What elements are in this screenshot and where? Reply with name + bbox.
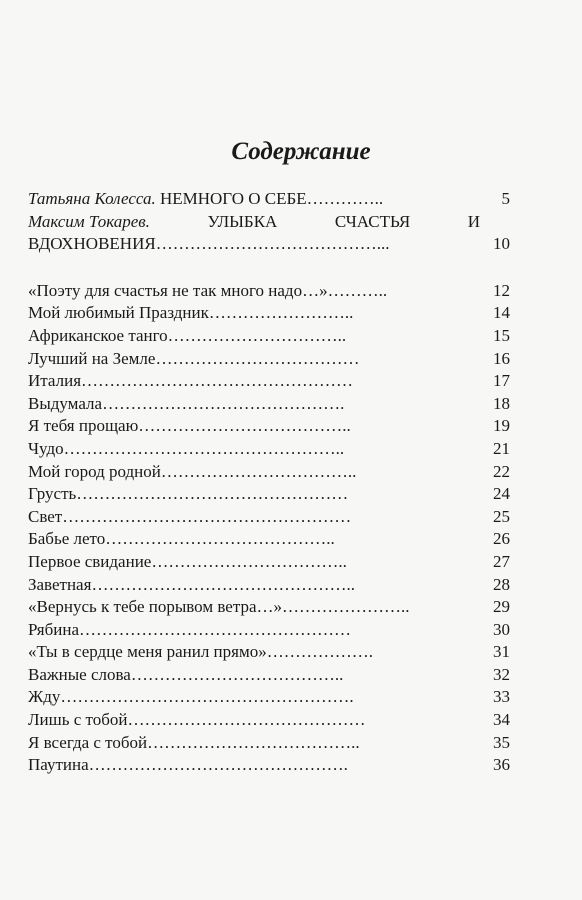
toc-entry [28,619,510,642]
toc-entry-title-cont [28,233,389,256]
toc-entry-title [28,188,383,211]
toc-entry-word: И [467,211,480,231]
toc-page-number: 25 [493,506,510,526]
toc-entry [28,596,510,619]
toc-leader-dots: …………………………………... [155,234,390,254]
toc-page-number: 16 [493,348,510,368]
toc-entry-text: «Вернусь к тебе порывом ветра…» [28,597,283,617]
toc-entry-title [28,438,344,461]
toc-page-number: 30 [493,619,510,639]
toc-leader-dots: ………………. [266,642,373,662]
toc-page-number: 31 [493,642,510,662]
toc-entry-text: Грусть [28,484,77,504]
toc-page-number: 15 [493,325,510,345]
toc-leader-dots: ………………………………………. [88,755,348,775]
toc-entry-text: Паутина [28,755,89,775]
toc-entry-text: НЕМНОГО О СЕБЕ [159,189,307,208]
toc-entry [28,370,510,393]
toc-entry [28,483,510,506]
toc-entry-title [28,370,353,393]
toc-page-number: 10 [493,234,510,254]
toc-leader-dots: ……………………………… [155,348,360,368]
toc-entry [28,732,510,755]
toc-leader-dots: ……………………………….. [147,732,360,752]
toc-entry-author: Максим Токарев. [28,211,150,231]
toc-page-number: 29 [493,597,510,617]
toc-page-number: 34 [493,710,510,730]
toc-page-number: 28 [493,574,510,594]
toc-entry [28,393,510,416]
toc-entry-title [28,506,351,529]
toc-leader-dots: …………………………….. [160,461,357,481]
toc-entry [28,348,510,371]
toc-page-number: 24 [493,484,510,504]
section-spacer [28,256,510,280]
toc-entry-text: Италия [28,371,82,391]
toc-entry-author: Татьяна Колесса. [28,189,156,208]
toc-leader-dots: ……………………………………………. [60,687,354,707]
toc-entry-text: Мой любимый Праздник [28,303,209,323]
toc-entry [28,754,510,777]
toc-leader-dots: ……………………………….. [138,416,351,436]
toc-entry [28,188,510,211]
toc-entry-text: Мой город родной [28,461,161,481]
toc-leader-dots: ………….. [306,189,384,208]
toc-entry-text: «Поэту для счастья не так много надо…» [28,280,328,300]
toc-page-number: 21 [493,438,510,458]
toc-entry-title [28,483,348,506]
toc-page-number: 17 [493,371,510,391]
toc-leader-dots: ……………………………….. [130,664,344,684]
toc-leader-dots: ………………………….. [167,325,347,345]
toc-entry-text: Бабье лето [28,529,106,549]
toc-entry-title [28,461,356,484]
toc-entry [28,211,510,234]
toc-entry-text: Лишь с тобой [28,710,128,730]
toc-page-number: 27 [493,551,510,571]
toc-entry-title [28,664,343,687]
toc-entries-list [28,280,510,777]
toc-entry-title [28,393,344,416]
toc-entry-text: Я тебя прощаю [28,416,139,436]
toc-entry-continued [28,233,510,256]
toc-entry-title [28,302,353,325]
toc-page-number: 35 [493,732,510,752]
toc-leader-dots: …………………………………… [127,710,366,730]
toc-page-number: 12 [493,280,510,300]
toc-leader-dots: ………………………………………… [81,371,354,391]
toc-entry [28,506,510,529]
toc-leader-dots: ………………….. [282,597,410,617]
toc-entry-text: Рябина [28,619,80,639]
toc-entry [28,461,510,484]
toc-entry-title [28,528,335,551]
toc-leader-dots: ……………………………………….. [91,574,355,594]
toc-entry-text: Чудо [28,438,64,458]
toc-entry-title [28,732,360,755]
toc-entry-title [28,574,355,597]
toc-leader-dots: ………………………………….. [105,529,335,549]
toc-page-number: 36 [493,755,510,775]
toc-entry [28,574,510,597]
toc-entry-title [28,596,410,619]
toc-entry-text: ВДОХНОВЕНИЯ [28,234,156,254]
toc-entry-text: Лучший на Земле [28,348,156,368]
toc-entry-text: «Ты в сердце меня ранил прямо» [28,642,267,662]
toc-entry-title [28,551,347,574]
toc-entry-title [28,641,373,664]
toc-leader-dots: …………………….. [208,303,354,323]
toc-entry-title [28,709,365,732]
toc-entry-title [28,325,346,348]
toc-entry [28,280,510,303]
toc-entry [28,641,510,664]
toc-entry [28,686,510,709]
toc-entry [28,551,510,574]
table-of-contents [28,188,510,777]
toc-page-number: 33 [493,687,510,707]
toc-entry [28,415,510,438]
toc-leader-dots: ………………………………………… [76,484,349,504]
toc-page-number: 22 [493,461,510,481]
toc-entry-title [28,619,351,642]
toc-entry-text: Первое свидание [28,551,152,571]
toc-page-number: 32 [493,664,510,684]
toc-entry-text: Заветная [28,574,92,594]
toc-leader-dots: ……….. [327,280,388,300]
toc-entry [28,528,510,551]
toc-entry-title [28,686,354,709]
toc-entry-text: Жду [28,687,61,707]
toc-leader-dots: ……………………………………. [102,393,345,413]
toc-entry [28,302,510,325]
toc-page-number: 19 [493,416,510,436]
toc-entry [28,325,510,348]
toc-entry-title [28,280,387,303]
toc-entry [28,438,510,461]
toc-entry [28,664,510,687]
toc-entry-text: Важные слова [28,664,131,684]
toc-entry [28,709,510,732]
toc-entry-text: Свет [28,506,63,526]
toc-entry-word: СЧАСТЬЯ [334,211,411,231]
toc-entry-text: Выдумала [28,393,103,413]
toc-leader-dots: …………………………………………… [62,506,352,526]
toc-entry-text: Я всегда с тобой [28,732,148,752]
toc-leader-dots: …………………………….. [151,551,347,571]
toc-page-number: 5 [501,189,510,208]
toc-entry-title [28,348,359,371]
toc-page-number: 26 [493,529,510,549]
toc-entry-word: УЛЫБКА [207,211,278,231]
toc-entry-title [28,211,480,234]
toc-entry-title [28,415,351,438]
toc-page-number: 14 [493,303,510,323]
toc-leader-dots: ………………………………………….. [63,438,345,458]
page-title: Содержание [231,138,371,165]
toc-page-number: 18 [493,393,510,413]
toc-entry-title [28,754,348,777]
toc-leader-dots: ………………………………………… [79,619,352,639]
toc-entry-text: Африканское танго [28,325,168,345]
